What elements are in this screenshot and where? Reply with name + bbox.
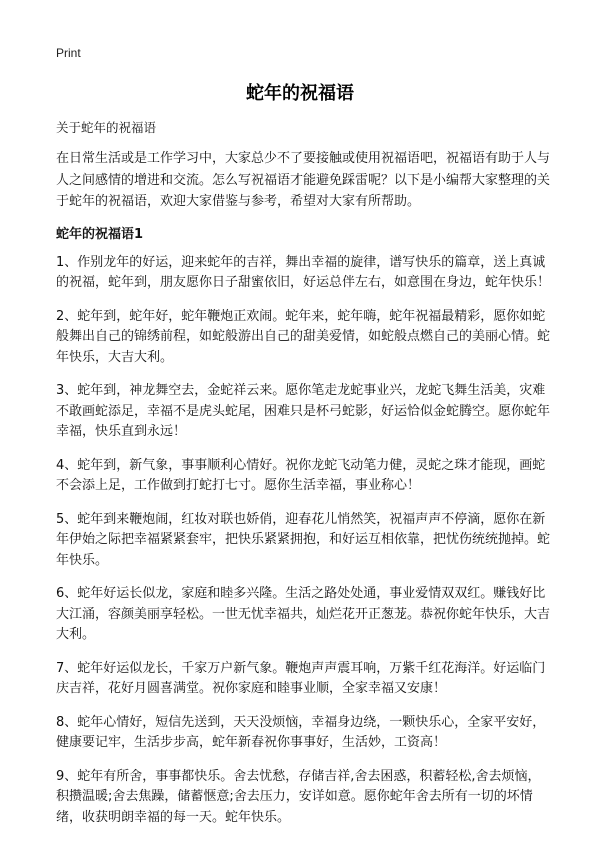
blessing-item-7: 7、蛇年好运似龙长，千家万户新气象。鞭炮声声震耳响，万紫千红花海洋。好运临门庆吉祥，花好月圆喜满堂。祝你家庭和睦事业顺，全家幸福又安康！ [56,660,546,696]
blessing-item-6: 6、蛇年好运长似龙，家庭和睦多兴隆。生活之路处处通，事业爱情双双红。赚钱好比大江涌，容颜美丽享轻松。一世无忧幸福共，灿烂花开正葱茏。恭祝你蛇年快乐，大吉大利。 [56,586,551,642]
article-body [56,118,550,841]
print-link[interactable]: Print [56,46,81,60]
blessing-item-3: 3、蛇年到，神龙舞空去，金蛇祥云来。愿你笔走龙蛇事业兴，龙蛇飞舞生活美，灾难不敢画蛇添足，幸福不是虎头蛇尾，困难只是杯弓蛇影，好运恰似金蛇腾空。愿你蛇年幸福，快乐直到永远！ [56,383,551,439]
blessing-item-9: 9、蛇年有所舍，事事都快乐。舍去忧愁，存储吉祥,舍去困惑，积蓄轻松,舍去烦恼，积攒温暖;舍去焦躁，储蓄惬意;舍去压力，安详如意。愿你蛇年舍去所有一切的坏情绪，收获明朗幸福的每一天。蛇年快乐。 [56,768,541,825]
page-title: 蛇年的祝福语 [246,83,354,104]
subtitle: 关于蛇年的祝福语 [56,120,157,135]
blessing-item-2: 2、蛇年到，蛇年好，蛇年鞭炮正欢闹。蛇年来，蛇年嗨，蛇年祝福最精彩，愿你如蛇般舞出自己的锦绣前程，如蛇般游出自己的甜美爱情，如蛇般点燃自己的美丽心情。蛇年快乐，大吉大利。 [56,308,551,365]
blessing-item-4: 4、蛇年到，新气象，事事顺利心情好。祝你龙蛇飞动笔力健，灵蛇之珠才能现，画蛇不会添上足，工作做到打蛇打七寸。愿你生活幸福，事业称心！ [56,457,546,493]
section-heading: 蛇年的祝福语1 [56,226,144,242]
intro-paragraph: 在日常生活或是工作学习中，大家总少不了要接触或使用祝福语吧，祝福语有助于人与人之间感情的增进和交流。怎么写祝福语才能避免踩雷呢？以下是小编帮大家整理的关于蛇年的祝福语，欢迎大家借鉴与参考，希望对大家有所帮助。 [56,151,551,209]
blessing-item-5: 5、蛇年到来鞭炮闹，红妆对联也娇俏，迎春花儿悄然笑，祝福声声不停滴，愿你在新年伊始之际把幸福紧紧套牢，把快乐紧紧拥抱，和好运互相依靠，把忧伤统统抛掉。蛇年快乐。 [56,511,551,568]
blessing-item-8: 8、蛇年心情好，短信先送到，天天没烦恼，幸福身边绕，一颗快乐心，全家平安好，健康要记牢，生活步步高，蛇年新春祝你事事好，生活妙，工资高！ [56,714,546,750]
blessing-item-1: 1、作别龙年的好运，迎来蛇年的吉祥，舞出幸福的旋律，谱写快乐的篇章，送上真诚的祝福，蛇年到，朋友愿你日子甜蜜依旧，好运总伴左右，如意围在身边，蛇年快乐！ [56,254,551,290]
